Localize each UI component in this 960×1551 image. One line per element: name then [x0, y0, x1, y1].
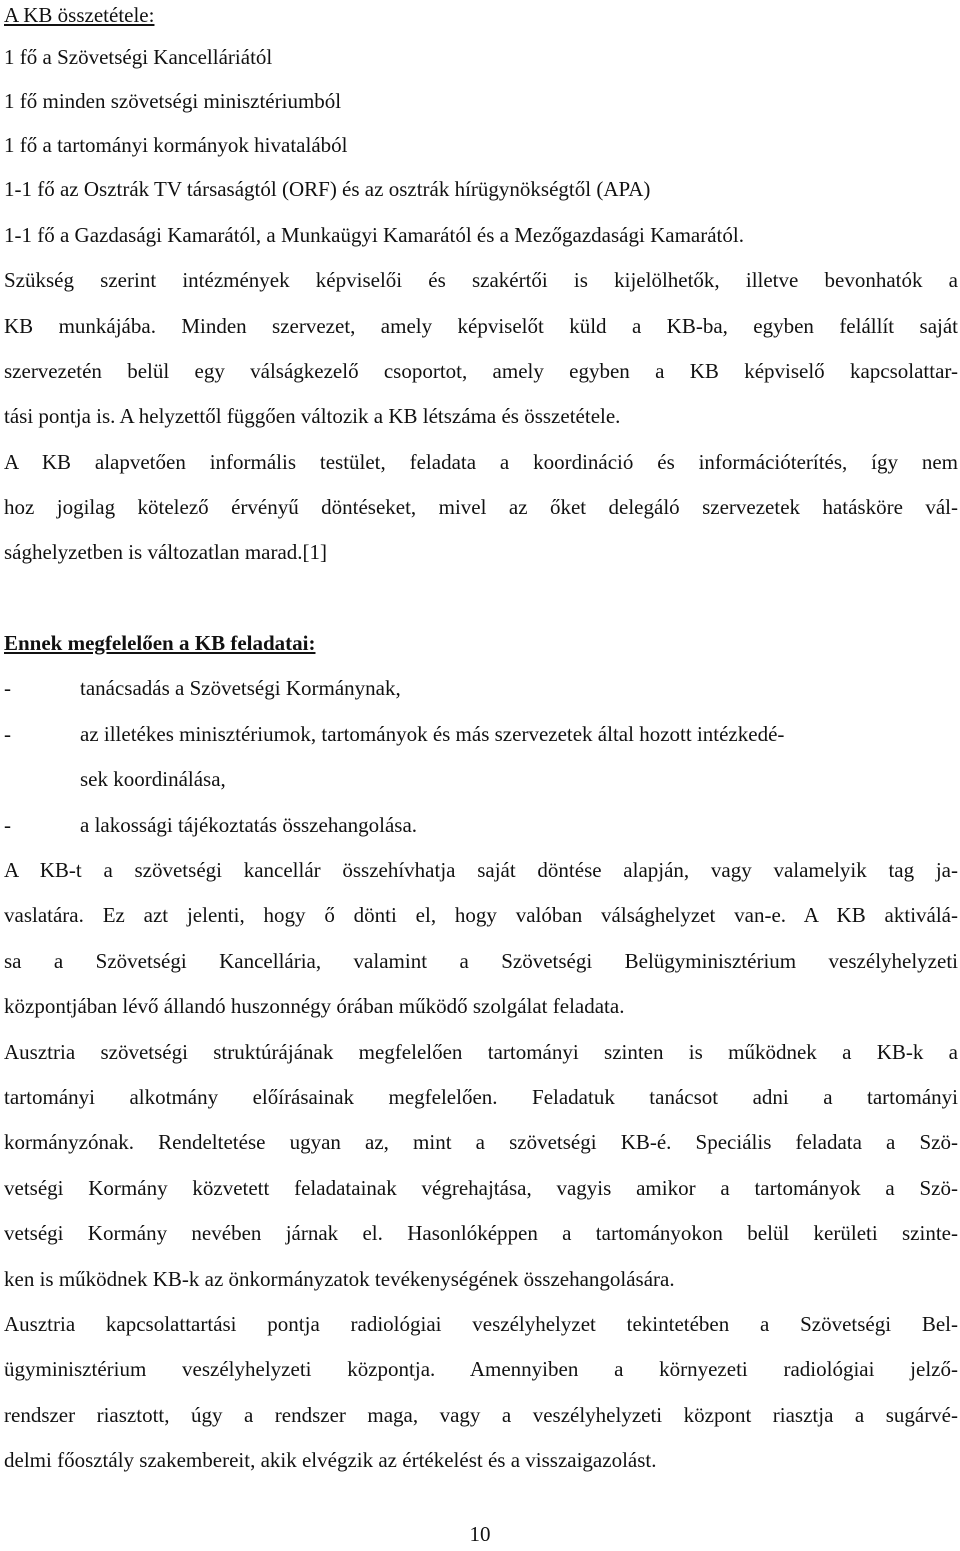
paragraph-line: vetségi Kormány közvetett feladatainak végrehajtása, vagyis amikor a tartományok a Szö- — [4, 1176, 958, 1200]
paragraph-line: kormányzónak. Rendeltetése ugyan az, mint a szövetségi KB-é. Speciális feladata a Szö- — [4, 1130, 958, 1154]
paragraph-line: vetségi Kormány nevében járnak el. Hasonlóképpen a tartományokon belül kerületi szinte- — [4, 1221, 958, 1245]
tasks-heading: Ennek megfelelően a KB feladatai: — [4, 631, 316, 655]
paragraph-line: sa a Szövetségi Kancellária, valamint a Szövetségi Belügyminisztérium veszélyhelyzeti — [4, 949, 958, 973]
paragraph-line: tartományi alkotmány előírásainak megfelelően. Feladatuk tanácsot adni a tartományi — [4, 1085, 958, 1109]
paragraph-line: A KB-t a szövetségi kancellár összehívhatja saját döntése alapján, vagy valamelyik tag ja- — [4, 858, 958, 882]
paragraph-line: KB munkájába. Minden szervezet, amely képviselőt küld a KB-ba, egyben felállít saját — [4, 314, 958, 338]
task-text: a lakossági tájékoztatás összehangolása. — [80, 813, 418, 837]
task-text: sek koordinálása, — [80, 767, 226, 791]
paragraph-line: ken is működnek KB-k az önkormányzatok tevékenységének összehangolására. — [4, 1267, 675, 1291]
paragraph-line: delmi főosztály szakembereit, akik elvégzik az értékelést és a visszaigazolást. — [4, 1448, 657, 1472]
task-item-continuation — [4, 764, 958, 794]
composition-line: 1 fő a tartományi kormányok hivatalából — [4, 133, 348, 157]
task-text: az illetékes minisztériumok, tartományok és más szervezetek által hozott intézkedé- — [80, 722, 785, 746]
paragraph-line: vaslatára. Ez azt jelenti, hogy ő dönti el, hogy valóban válsághelyzet van-e. A KB aktiválá- — [4, 903, 958, 927]
composition-line: 1-1 fő az Osztrák TV társaságtól (ORF) és az osztrák hírügynökségtől (APA) — [4, 177, 651, 201]
paragraph-line: szervezetén belül egy válságkezelő csoportot, amely egyben a KB képviselő kapcsolattar- — [4, 359, 958, 383]
paragraph-line: sághelyzetben is változatlan marad.[1] — [4, 540, 328, 564]
task-item — [4, 810, 958, 840]
paragraph-line: központjában lévő állandó huszonnégy órában működő szolgálat feladata. — [4, 994, 625, 1018]
task-item — [4, 719, 958, 749]
list-dash: - — [4, 813, 11, 837]
task-item — [4, 673, 958, 703]
list-dash: - — [4, 722, 11, 746]
paragraph-line: tási pontja is. A helyzettől függően változik a KB létszáma és összetétele. — [4, 404, 621, 428]
paragraph-line: Ausztria szövetségi struktúrájának megfelelően tartományi szinten is működnek a KB-k a — [4, 1040, 958, 1064]
composition-heading: A KB összetétele: — [4, 3, 155, 27]
page-number: 10 — [469, 1522, 491, 1546]
paragraph-line: Szükség szerint intézmények képviselői és szakértői is kijelölhetők, illetve bevonhatók a — [4, 268, 958, 292]
composition-line: 1 fő a Szövetségi Kancelláriától — [4, 45, 273, 69]
paragraph-line: A KB alapvetően informális testület, feladata a koordináció és információterítés, így nem — [4, 450, 958, 474]
paragraph-line: hoz jogilag kötelező érvényű döntéseket, mivel az őket delegáló szervezetek hatásköre vál- — [4, 495, 958, 519]
paragraph-line: Ausztria kapcsolattartási pontja radiológiai veszélyhelyzet tekintetében a Szövetségi Bel- — [4, 1312, 958, 1336]
composition-line: 1-1 fő a Gazdasági Kamarától, a Munkaügyi Kamarától és a Mezőgazdasági Kamarától. — [4, 223, 744, 247]
list-dash: - — [4, 676, 11, 700]
task-text: tanácsadás a Szövetségi Kormánynak, — [80, 676, 401, 700]
composition-line: 1 fő minden szövetségi minisztériumból — [4, 89, 342, 113]
paragraph-line: ügyminisztérium veszélyhelyzeti központja. Amennyiben a környezeti radiológiai jelző- — [4, 1357, 958, 1381]
paragraph-line: rendszer riasztott, úgy a rendszer maga, vagy a veszélyhelyzeti központ riasztja a sugárvé- — [4, 1403, 958, 1427]
